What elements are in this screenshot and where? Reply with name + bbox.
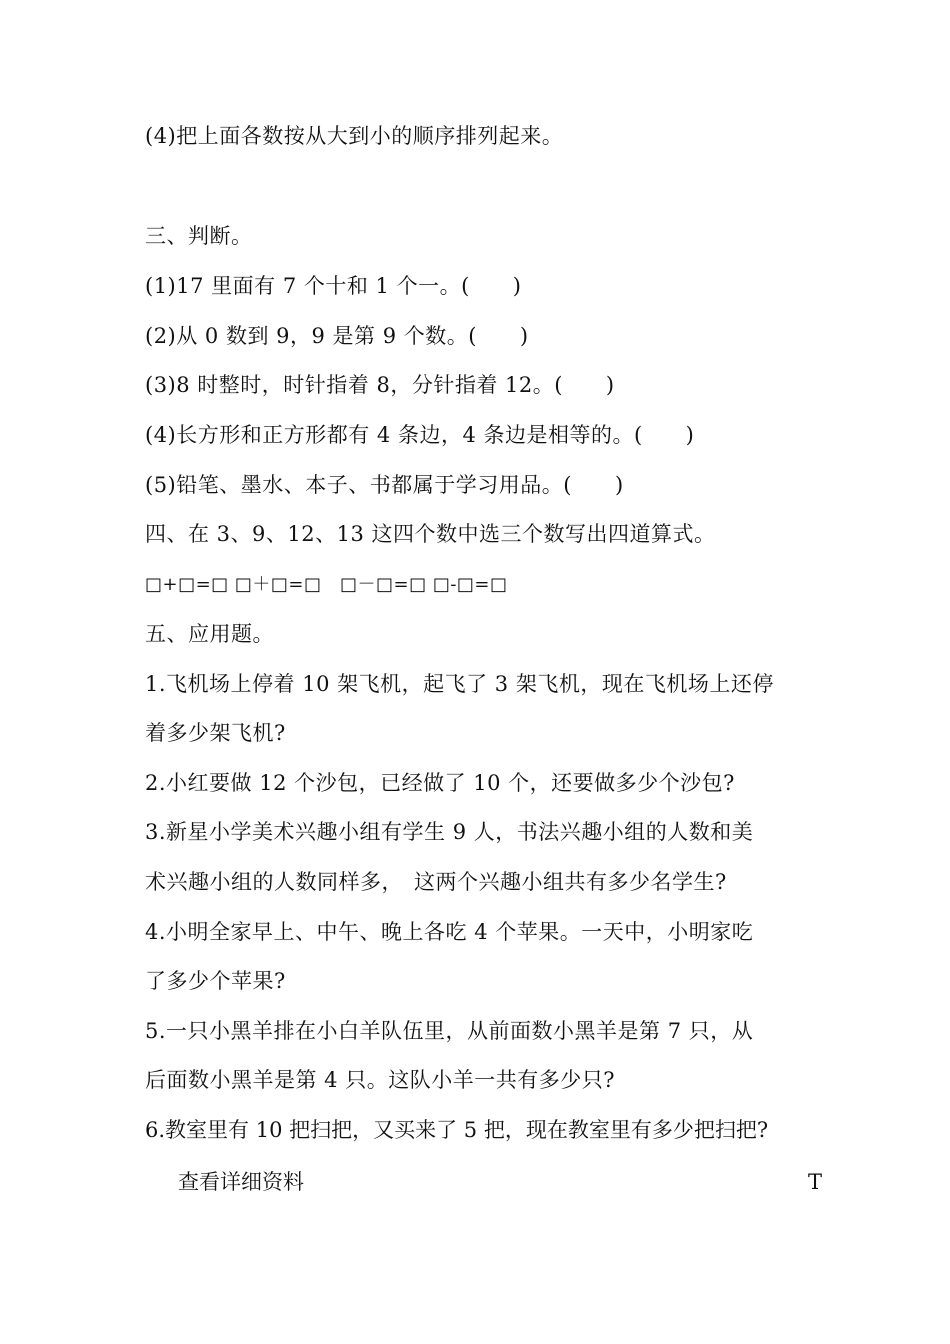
view-details-link[interactable]: 查看详细资料 <box>178 1170 304 1194</box>
equation-blanks: □+□=□ □＋□=□ □－□=□ □-□=□ <box>145 574 508 595</box>
judge-item-2: (2)从 0 数到 9，9 是第 9 个数。( ) <box>145 324 529 348</box>
word-problem-3-line-2: 术兴趣小组的人数同样多， 这两个兴趣小组共有多少名学生? <box>145 870 727 894</box>
word-problem-1-line-2: 着多少架飞机? <box>145 721 286 745</box>
question-4-sort-descending: (4)把上面各数按从大到小的顺序排列起来。 <box>145 124 564 148</box>
word-problem-4-line-2: 了多少个苹果? <box>145 969 286 993</box>
word-problem-3-line-1: 3.新星小学美术兴趣小组有学生 9 人，书法兴趣小组的人数和美 <box>145 820 754 844</box>
word-problem-5-line-2: 后面数小黑羊是第 4 只。这队小羊一共有多少只? <box>145 1068 615 1092</box>
section-5-heading: 五、应用题。 <box>145 622 274 646</box>
word-problem-4-line-1: 4.小明全家早上、中午、晚上各吃 4 个苹果。一天中，小明家吃 <box>145 920 754 944</box>
judge-item-1: (1)17 里面有 7 个十和 1 个一。( ) <box>145 274 522 298</box>
footer-mark: T <box>808 1170 823 1194</box>
judge-item-4: (4)长方形和正方形都有 4 条边，4 条边是相等的。( ) <box>145 423 695 447</box>
section-4-heading: 四、在 3、9、12、13 这四个数中选三个数写出四道算式。 <box>145 522 716 546</box>
word-problem-1-line-1: 1.飞机场上停着 10 架飞机，起飞了 3 架飞机，现在飞机场上还停 <box>145 672 774 696</box>
word-problem-6: 6.教室里有 10 把扫把，又买来了 5 把，现在教室里有多少把扫把? <box>145 1118 769 1142</box>
word-problem-2: 2.小红要做 12 个沙包，已经做了 10 个，还要做多少个沙包? <box>145 771 735 795</box>
section-3-heading: 三、判断。 <box>145 224 253 248</box>
judge-item-3: (3)8 时整时，时针指着 8，分针指着 12。( ) <box>145 373 615 397</box>
word-problem-5-line-1: 5.一只小黑羊排在小白羊队伍里，从前面数小黑羊是第 7 只，从 <box>145 1019 754 1043</box>
judge-item-5: (5)铅笔、墨水、本子、书都属于学习用品。( ) <box>145 473 624 497</box>
